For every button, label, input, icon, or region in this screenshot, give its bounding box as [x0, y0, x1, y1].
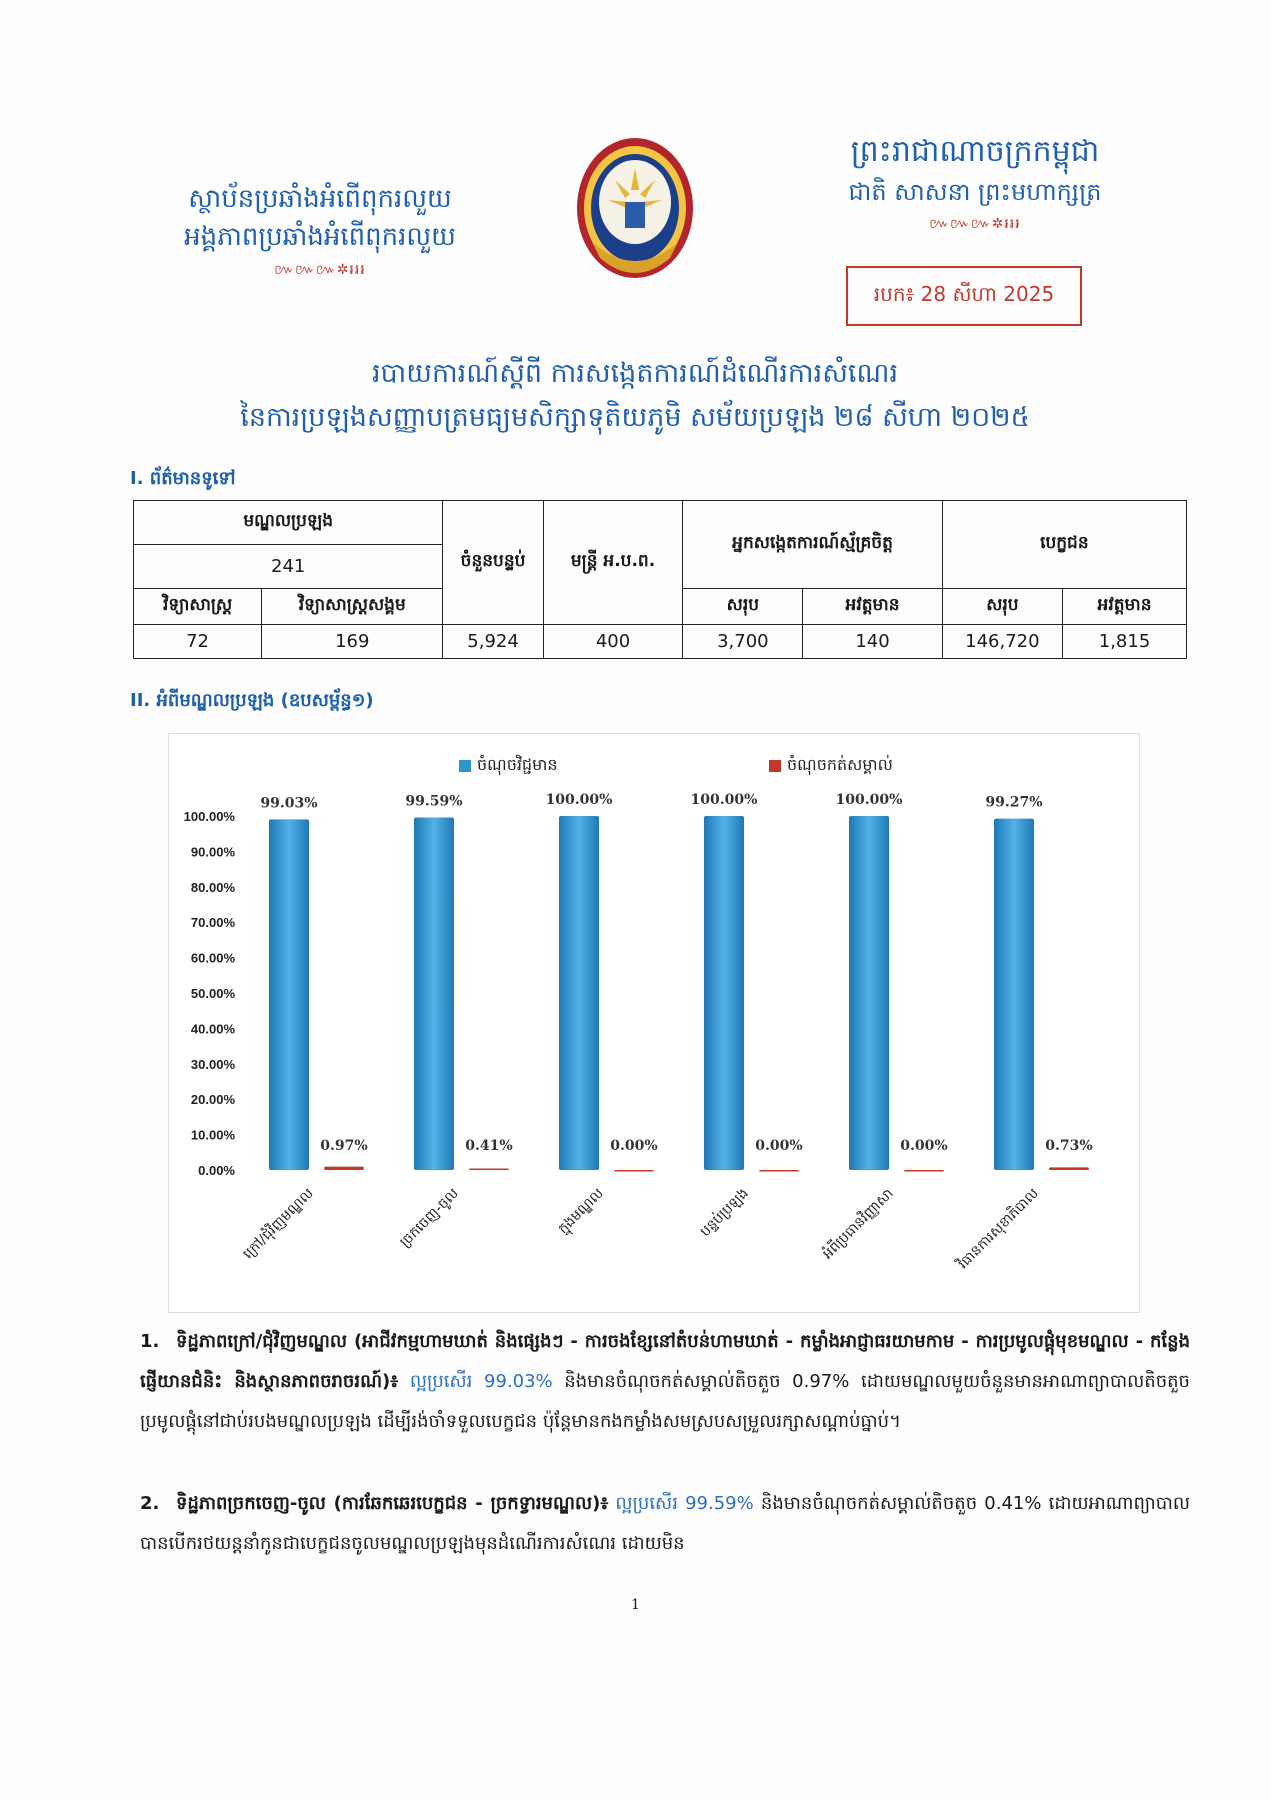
document-date: របក៖ 28 សីហា 2025 — [846, 266, 1082, 326]
data-label: 99.27% — [985, 794, 1043, 811]
bar-positive — [559, 816, 599, 1170]
paragraph-2-number: 2. — [140, 1493, 160, 1514]
y-tick-label: 90.00% — [190, 844, 235, 860]
y-tick-label: 70.00% — [190, 915, 235, 931]
observers-absent-label: អវត្តមាន — [803, 589, 942, 625]
legend-swatch — [769, 760, 781, 772]
bar-remark — [469, 1169, 509, 1171]
y-tick-label: 100.00% — [183, 809, 235, 824]
centers-label: មណ្ឌលប្រឡង — [134, 501, 443, 545]
data-label: 99.03% — [260, 795, 318, 812]
x-category-label: វិធានការសុខាភិបាល — [955, 1185, 1042, 1273]
social-label: វិទ្យាសាស្ត្រសង្គម — [262, 589, 443, 625]
data-label: 0.97% — [320, 1138, 368, 1154]
chart-frame — [168, 733, 1140, 1313]
rooms-value: 5,924 — [443, 625, 543, 659]
y-tick-label: 20.00% — [190, 1092, 235, 1108]
paragraph-1-number: 1. — [140, 1331, 160, 1352]
y-tick-label: 80.00% — [190, 879, 235, 895]
unit-name: អង្គភាពប្រឆាំងអំពើពុករលួយ — [184, 222, 456, 252]
paragraph-1 — [140, 1322, 1190, 1442]
x-category-label: បន្ទប់ប្រឡង — [697, 1185, 752, 1241]
data-label: 0.73% — [1045, 1138, 1093, 1154]
general-info-table — [133, 500, 1187, 659]
observers-total-value: 3,700 — [683, 625, 803, 659]
candidates-total-label: សរុប — [942, 589, 1062, 625]
paragraph-2-lead: ទិដ្ឋភាពច្រកចេញ-ចូល (ការឆែកឆេរបេក្ខជន - ច្រកទ្វារមណ្ឌល)៖ — [176, 1493, 609, 1514]
data-label: 99.59% — [405, 793, 463, 810]
bar-remark — [614, 1170, 654, 1172]
data-label: 0.00% — [755, 1138, 803, 1154]
candidates-absent-label: អវត្តមាន — [1063, 589, 1187, 625]
data-label: 100.00% — [690, 792, 758, 808]
y-tick-label: 50.00% — [190, 986, 235, 1001]
observation-bar-chart — [169, 734, 1139, 1312]
y-tick-label: 60.00% — [190, 950, 235, 966]
acu-seal-icon — [570, 130, 700, 295]
bar-positive — [994, 819, 1034, 1170]
legend-label: ចំណុចកត់សម្គាល់ — [787, 755, 893, 774]
x-category-label: ច្រកចេញ-ចូល — [396, 1185, 462, 1251]
section-1-heading: I. ព័ត៌មានទូទៅ — [130, 468, 236, 489]
observers-absent-value: 140 — [803, 625, 942, 659]
science-label: វិទ្យាសាស្ត្រ — [134, 589, 262, 625]
officials-label: មន្ត្រី អ.ប.ព. — [543, 501, 683, 625]
x-category-label: ក្នុងមណ្ឌល — [555, 1185, 607, 1238]
paragraph-1-lead: ទិដ្ឋភាពក្រៅ/ជុំវិញមណ្ឌល (អាជីវកម្មហាមឃាត់ និងផ្សេងៗ - ការចងខ្សែនៅតំបន់ហាមឃាត់ - កម្លាំងអាជ្ញាធរយាមកាម - ការប្រមូលផ្ដុំមុខមណ្ឌល - កន្លែងផ្ញើយានជំនិះ និងស្ថានភាពចរាចរណ៍)៖ — [140, 1331, 1190, 1392]
candidates-label: បេក្ខជន — [942, 501, 1186, 589]
page-number: 1 — [631, 1597, 640, 1613]
bar-remark — [324, 1167, 364, 1170]
centers-total: 241 — [134, 545, 443, 589]
paragraph-1-body: និងមានចំណុចកត់សម្គាល់តិចតួច 0.97% ដោយមណ្ឌលមួយចំនួនមានអាណាព្យាបាលតិចតួចប្រមូលផ្ដុំនៅជាប់របងមណ្ឌលប្រឡង ដើម្បីរង់ចាំទទួលបេក្ខជន ប៉ុន្តែមានកងកម្លាំងសមស្របសម្រួលរក្សាសណ្ដាប់ធ្នាប់។ — [140, 1371, 1190, 1432]
x-category-label: អំពីប្រធានវិញ្ញាសា — [819, 1185, 897, 1263]
kingdom-name: ព្រះរាជាណាចក្រកម្ពុជា — [850, 134, 1100, 169]
legend-swatch — [459, 760, 471, 772]
paragraph-2 — [140, 1484, 1190, 1564]
y-tick-label: 40.00% — [190, 1021, 235, 1037]
report-title-line2: នៃការប្រឡងសញ្ញាបត្រមធ្យមសិក្សាទុតិយភូមិ សម័យប្រឡង ២៨ សីហា ២០២៥ — [240, 402, 1030, 433]
paragraph-2-body: និងមានចំណុចកត់សម្គាល់តិចតួច 0.41% ដោយអាណាព្យាបាល បានបើករថយន្តនាំកូនជាបេក្ខជនចូលមណ្ឌលប្រឡងមុនដំណើរការសំណេរ ដោយមិន — [140, 1493, 1190, 1554]
data-label: 100.00% — [835, 792, 903, 808]
ornament-left: ៚៚៚✲៛៛៛ — [274, 262, 366, 278]
bar-remark — [759, 1170, 799, 1172]
rooms-label: ចំនួនបន្ទប់ — [443, 501, 543, 625]
institution-header — [150, 180, 490, 281]
report-title — [100, 352, 1170, 440]
data-label: 0.00% — [610, 1138, 658, 1154]
candidates-absent-value: 1,815 — [1063, 625, 1187, 659]
bar-positive — [704, 816, 744, 1170]
kingdom-header — [790, 130, 1160, 235]
y-tick-label: 0.00% — [198, 1163, 235, 1178]
bar-positive — [849, 816, 889, 1170]
science-value: 72 — [134, 625, 262, 659]
bar-positive — [414, 817, 454, 1170]
report-title-line1: របាយការណ៍ស្ដីពី ការសង្កេតការណ៍ដំណើរការសំណេរ — [371, 358, 899, 389]
data-label: 0.00% — [900, 1138, 948, 1154]
data-label: 100.00% — [545, 792, 613, 808]
data-label: 0.41% — [465, 1138, 513, 1154]
y-tick-label: 10.00% — [190, 1127, 235, 1143]
national-motto: ជាតិ សាសនា ព្រះមហាក្សត្រ — [848, 178, 1102, 206]
institution-name: ស្ថាប័នប្រឆាំងអំពើពុករលួយ — [188, 184, 452, 214]
bar-positive — [269, 819, 309, 1170]
observers-total-label: សរុប — [683, 589, 803, 625]
officials-value: 400 — [543, 625, 683, 659]
paragraph-2-highlight: ល្អប្រសើរ 99.59% — [615, 1493, 754, 1514]
social-value: 169 — [262, 625, 443, 659]
bar-remark — [1049, 1167, 1089, 1170]
bar-remark — [904, 1170, 944, 1172]
section-2-heading: II. អំពីមណ្ឌលប្រឡង (ឧបសម្ព័ន្ធ១) — [130, 690, 374, 711]
legend-label: ចំណុចវិជ្ជមាន — [477, 755, 558, 774]
observers-label: អ្នកសង្កេតការណ៍ស្ម័គ្រចិត្ត — [683, 501, 942, 589]
paragraph-1-highlight: ល្អប្រសើរ 99.03% — [409, 1371, 553, 1392]
candidates-total-value: 146,720 — [942, 625, 1062, 659]
x-category-label: ក្រៅ/ជុំវិញមណ្ឌល — [240, 1185, 317, 1263]
ornament-right: ៚៚៚✲៛៛៛ — [929, 216, 1021, 232]
y-tick-label: 30.00% — [190, 1056, 235, 1072]
